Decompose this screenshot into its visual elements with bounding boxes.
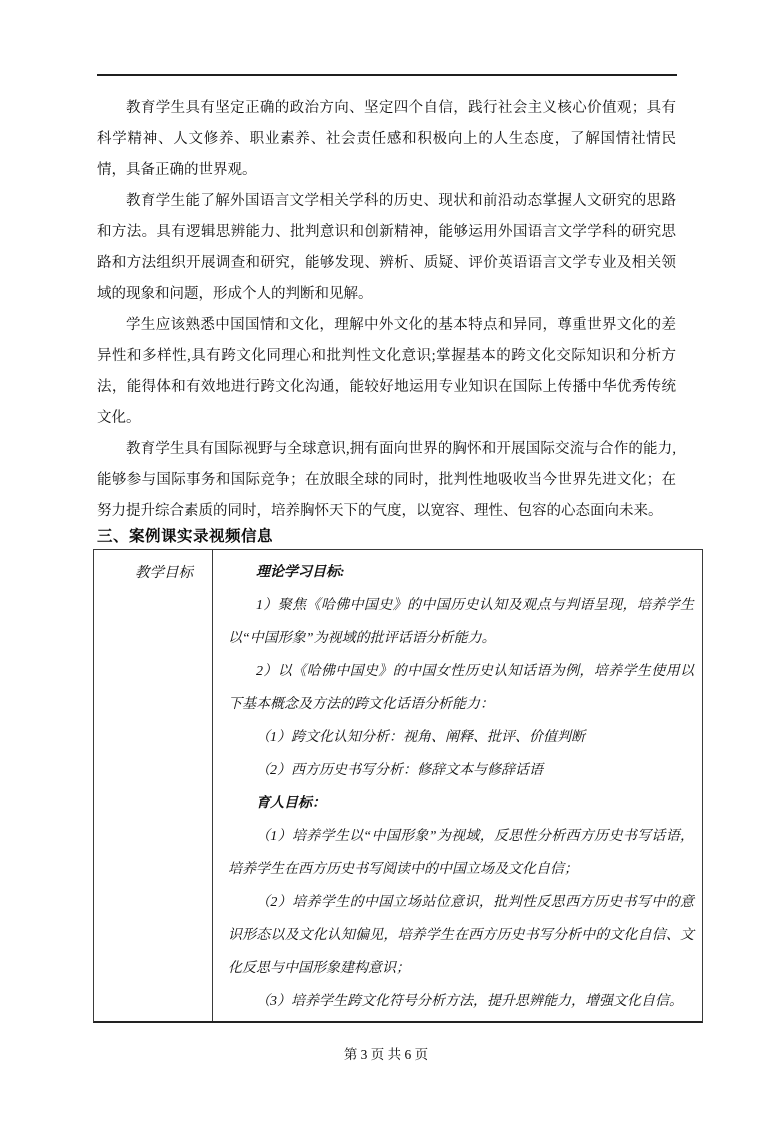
table-paragraph: 2）以《哈佛中国史》的中国女性历史认知话语为例，培养学生使用以下基本概念及方法的跨文化话语分析能力： (228, 664, 694, 712)
table-paragraph: （3）培养学生跨文化符号分析方法，提升思辨能力，增强文化自信。 (256, 994, 683, 1009)
course-info-table (93, 549, 703, 1023)
body-paragraph: 教育学生具有坚定正确的政治方向、坚定四个自信，践行社会主义核心价值观；具有科学精神、人文修养、职业素养、社会责任感和积极向上的人生态度，了解国情社情民情，具备正确的世界观。 (97, 100, 676, 178)
page-number-footer: 第 3 页 共 6 页 (343, 1047, 429, 1062)
section-heading: 三、案例课实录视频信息 (97, 528, 274, 545)
table-paragraph: （1）跨文化认知分析：视角、阐释、批评、价值判断 (256, 730, 585, 745)
table-paragraph: （1）培养学生以“中国形象”为视域，反思性分析西方历史书写话语，培养学生在西方历史书写阅读中的中国立场及文化自信； (228, 829, 694, 877)
table-cell-row-label: 教学目标 (94, 550, 213, 1021)
theory-goals-heading: 理论学习目标: (256, 565, 345, 580)
table-paragraph: （2）西方历史书写分析：修辞文本与修辞话语 (256, 763, 543, 778)
table-cell-teaching-goals (213, 550, 702, 1021)
table-paragraph: （2）培养学生的中国立场站位意识，批判性反思西方历史书写中的意识形态以及文化认知偏见，培养学生在西方历史书写分析中的文化自信、文化反思与中国形象建构意识； (228, 895, 694, 976)
header-divider-line (97, 74, 677, 76)
body-paragraph: 教育学生具有国际视野与全球意识,拥有面向世界的胸怀和开展国际交流与合作的能力,能够参与国际事务和国际竞争；在放眼全球的同时，批判性地吸收当今世界先进文化；在努力提升综合素质的同时，培养胸怀天下的气度，以宽容、理性、包容的心态面向未来。 (97, 441, 676, 519)
body-text-block (97, 93, 676, 527)
table-paragraph: 1）聚焦《哈佛中国史》的中国历史认知及观点与判语呈现，培养学生以“中国形象”为视域的批评话语分析能力。 (228, 598, 694, 646)
body-paragraph: 学生应该熟悉中国国情和文化，理解中外文化的基本特点和异同，尊重世界文化的差异性和多样性,具有跨文化同理心和批判性文化意识;掌握基本的跨文化交际知识和分析方法，能得体和有效地进行跨文化沟通，能较好地运用专业知识在国际上传播中华优秀传统文化。 (97, 317, 676, 426)
body-paragraph: 教育学生能了解外国语言文学相关学科的历史、现状和前沿动态掌握人文研究的思路和方法。具有逻辑思辨能力、批判意识和创新精神，能够运用外国语言文学学科的研究思路和方法组织开展调查和研究，能够发现、辨析、质疑、评价英语语言文学专业及相关领域的现象和问题，形成个人的判断和见解。 (97, 193, 676, 302)
education-goals-heading: 育人目标： (256, 796, 326, 811)
